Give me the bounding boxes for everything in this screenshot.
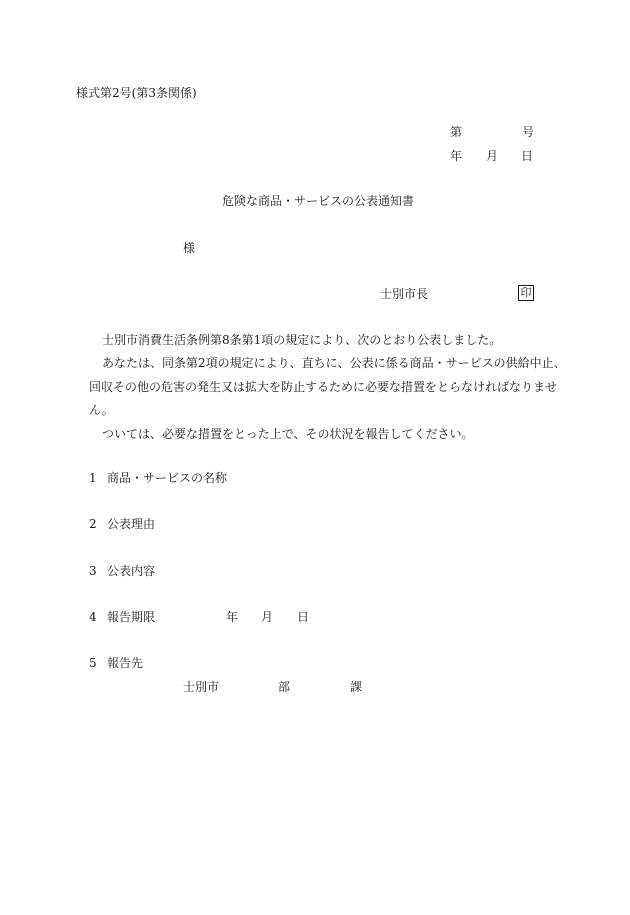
date-day: 日 <box>521 149 534 163</box>
item-2-label: 公表理由 <box>107 517 156 531</box>
item-1-label: 商品・サービスの名称 <box>107 471 228 485</box>
report-to-dept: 部 <box>278 680 291 694</box>
body-paragraph-2-line-3: ん。 <box>89 403 114 417</box>
item-3-label: 公表内容 <box>107 564 156 578</box>
report-to-section: 課 <box>350 680 363 694</box>
body-paragraph-2-line-2: 回収その他の危害の発生又は拡大を防止するために必要な措置をとらなければなりませ <box>89 380 558 394</box>
number-prefix: 第 <box>450 125 463 139</box>
form-label: 様式第2号(第3条関係) <box>76 86 197 100</box>
body-paragraph-1: 士別市消費生活条例第8条第1項の規定により、次のとおり公表しました。 <box>102 333 502 347</box>
date-month: 月 <box>486 149 499 163</box>
body-paragraph-2-line-1: あなたは、同条第2項の規定により、直ちに、公表に係る商品・サービスの供給中止、 <box>102 356 566 370</box>
deadline-month: 月 <box>261 610 274 624</box>
item-5-number: 5 <box>89 656 97 670</box>
report-to-city: 士別市 <box>183 680 220 694</box>
item-2-number: 2 <box>89 517 97 531</box>
seal-stamp: 印 <box>518 285 534 301</box>
item-4-label: 報告期限 <box>107 610 156 624</box>
date-year: 年 <box>450 149 463 163</box>
addressee-suffix: 様 <box>183 241 196 255</box>
item-4-number: 4 <box>89 610 97 624</box>
number-suffix: 号 <box>522 125 535 139</box>
item-3-number: 3 <box>89 564 97 578</box>
issuer: 士別市長 <box>380 287 429 301</box>
item-5-label: 報告先 <box>107 656 144 670</box>
item-1-number: 1 <box>89 471 97 485</box>
body-paragraph-3: ついては、必要な措置をとった上で、その状況を報告してください。 <box>102 427 474 441</box>
document-title: 危険な商品・サービスの公表通知書 <box>222 194 415 208</box>
deadline-year: 年 <box>226 610 239 624</box>
deadline-day: 日 <box>297 610 310 624</box>
